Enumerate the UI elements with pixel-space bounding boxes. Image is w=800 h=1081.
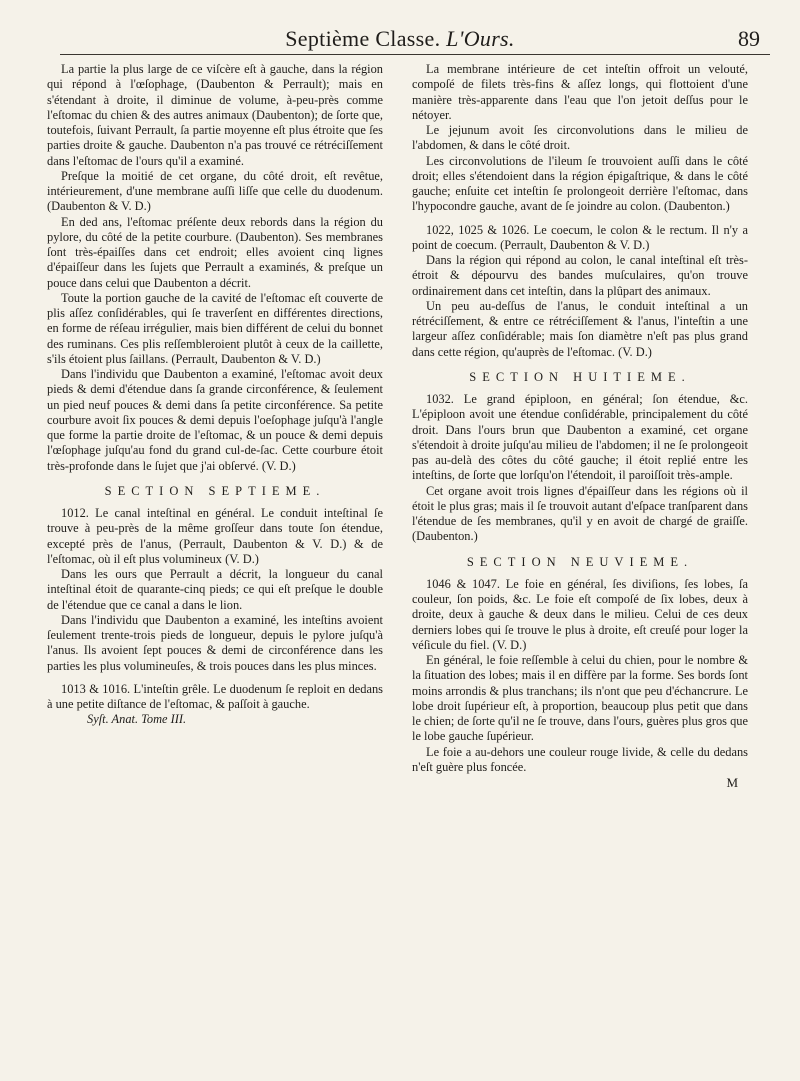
paragraph: Toute la portion gauche de la cavité de l'eſtomac eſt couverte de plis aſſez conſidérables, qui ſe traverſent en différentes directions, en forme de réſeau irrégulier, mais bien différent de celui du bonnet des ruminans. Ces plis reſſembleroient plutôt à ceux de la caillette, s'ils étoient plus ſaillans. (Perrault, Daubenton & V. D.) xyxy=(47,290,383,366)
section-heading: SECTION SEPTIEME. xyxy=(104,483,326,498)
paragraph: Preſque la moitié de cet organe, du côté droit, eſt revêtue, intérieurement, d'une membrane auſſi liſſe que celle du duodenum. (Daubenton & V. D.) xyxy=(47,168,383,214)
signature-mark-row xyxy=(412,775,748,791)
paragraph: Dans la région qui répond au colon, le canal inteſtinal eſt très-étroit & dépourvu des bandes muſculaires, qu'on trouve ordinairement dans cet inteſtin, dans la plûpart des animaux. xyxy=(412,253,748,298)
page-title xyxy=(0,26,800,52)
paragraph: Dans l'individu que Daubenton a examiné, l'eſtomac avoit deux pieds & demi d'étendue dans ſa grande circonférence, & ſeulement un pied neuf pouces & demi dans ſa petite circonférence. Sa petite courbure avoit ſix pouces & demi depuis l'oeſophage juſqu'à l'angle que forme la partie droite de l'eſtomac, & un pouce & demi depuis l'œſophage juſqu'au fond du grand cul-de-ſac. Cette courbure étoit très-profonde dans le ſujet que j'ai obſervé. (V. D.) xyxy=(47,367,383,473)
signature-line: Syſt. Anat. Tome III. xyxy=(87,712,187,727)
paragraph: La partie la plus large de ce viſcère eſt à gauche, dans la région qui répond à l'œſophage, (Daubenton & Perrault); mais en s'étendant à droite, il diminue de volume, à-peu-près comme l'eſtomac du chien & des autres animaux (Daubenton); de ſorte que, toutefois, ſuivant Perrault, ſa partie moyenne eſt plus étroite que ſes parties droite & gauche. Daubenton n'a pas trouvé ce rétréciſſement dans l'eſtomac de l'ours qu'il a examiné. xyxy=(47,62,383,168)
paragraph: 1022, 1025 & 1026. Le coecum, le colon & le rectum. Il n'y a point de coecum. (Perrault, Daubenton & V. D.) xyxy=(412,222,748,252)
paragraph: Dans l'individu que Daubenton a examiné, les inteſtins avoient ſeulement trente-trois pieds de longueur, depuis le pylore juſqu'à l'anus. Ils avoient ſept pouces & demi de circonférence dans les parties les plus volumineuſes, & trois pouces dans les plus minces. xyxy=(47,612,383,673)
title-italic: L'Ours. xyxy=(446,26,515,51)
paragraph: En général, le foie reſſemble à celui du chien, pour le nombre & la ſituation des lobes; mais il en diffère par la forme. Ses bords ſont moins arrondis & plus tranchans; ils n'ont que peu d'échancrure. Le lobe droit ſupérieur eſt, à proportion, beaucoup plus petit que dans le chien; de ſorte qu'il ne ſe trouve, dans l'ours, guères plus gros que le lobe gauche ſupérieur. xyxy=(412,653,748,744)
paragraph: 1032. Le grand épiploon, en général; ſon étendue, &c. L'épiploon avoit une étendue conſidérable, principalement du côté droit. Dans l'ours brun que Daubenton a examiné, cet organe s'étendoit à droite juſqu'au milieu de l'abdomen; il ne ſe prolongeoit pas au-delà des côtes du côté gauche; il étoit replié entre les inteſtins, de ſorte que lorſqu'on l'étendoit, il paroiſſoit très-ample. xyxy=(412,392,748,483)
signature-mark: M xyxy=(726,775,738,790)
paragraph: Dans les ours que Perrault a décrit, la longueur du canal inteſtinal étoit de quarante-cinq pieds; ce qui eſt preſque le double de l'étendue que ce canal a dans le lion. xyxy=(47,567,383,612)
section-heading: SECTION HUITIEME. xyxy=(469,369,691,384)
paragraph: Cet organe avoit trois lignes d'épaiſſeur dans les régions où il étoit le plus gras; mais il ſe trouvoit autant d'eſpace tranſparent dans l'étendue de ſes membranes, qu'il y en avoit de chargé de graiſſe. (Daubenton.) xyxy=(412,483,748,544)
title-prefix: Septième Classe. xyxy=(285,26,447,51)
paragraph: La membrane intérieure de cet inteſtin offroit un velouté, compoſé de filets très-fins & aſſez longs, qui flottoient d'une manière très-apparente dans l'eau que l'on jetoit deſſus pour le nétoyer. xyxy=(412,62,748,122)
running-head xyxy=(0,22,800,58)
paragraph: Le foie a au-dehors une couleur rouge livide, & celle du dedans n'eſt guère plus foncée. xyxy=(412,744,748,774)
paragraph: En ded ans, l'eſtomac préſente deux rebords dans la région du pylore, du côté de la petite courbure. (Daubenton). Ses membranes ſont très-épaiſſes dans cet endroit; elles avoient cinq lignes d'épaiſſeur dans les ſujets que Perrault a examinés, & preſque un pouce dans celui que Daubenton a décrit. xyxy=(47,214,383,290)
left-column xyxy=(47,62,383,728)
paragraph: Un peu au-deſſus de l'anus, le conduit inteſtinal a un rétréciſſement, & entre ce rétréciſſement & l'anus, l'inteſtin a une largeur aſſez conſidérable; mais ſon diamètre n'eſt pas plus grand dans cette région, qu'auprès de l'eſtomac. (V. D.) xyxy=(412,298,748,359)
paragraph: 1046 & 1047. Le foie en général, ſes diviſions, ſes lobes, ſa couleur, ſon poids, &c. Le foie eſt compoſé de ſix lobes, deux à droite, deux à gauche & deux dans le milieu. Celui de ces deux derniers lobes qui ſe trouve le plus à droite, eſt creuſé pour loger la véſicule du fiel. (V. D.) xyxy=(412,576,748,652)
section-heading: SECTION NEUVIEME. xyxy=(466,554,694,569)
paragraph: Le jejunum avoit ſes circonvolutions dans le milieu de l'abdomen, & dans le côté droit. xyxy=(412,123,748,153)
right-column xyxy=(412,62,748,791)
paragraph: 1013 & 1016. L'inteſtin grêle. Le duodenum ſe reploit en dedans à une petite diſtance de l'eſtomac, & paſſoit à gauche. xyxy=(47,681,383,711)
header-rule xyxy=(60,54,770,55)
page-number: 89 xyxy=(738,26,760,51)
paragraph: 1012. Le canal inteſtinal en général. Le conduit inteſtinal ſe trouve à peu-près de la même groſſeur dans toute ſon étendue, excepté près de l'anus, (Perrault, Daubenton & V. D.) & de l'eſtomac, où il eſt plus volumineux (V. D.) xyxy=(47,506,383,566)
paragraph: Les circonvolutions de l'ileum ſe trouvoient auſſi dans le côté droit; elles s'étendoient dans la région épigaſtrique, & dans le côté gauche; enſuite cet inteſtin ſe prolongeoit derrière l'eſtomac, dans l'hypocondre gauche, avant de ſe joindre au colon. (Daubenton.) xyxy=(412,153,748,214)
